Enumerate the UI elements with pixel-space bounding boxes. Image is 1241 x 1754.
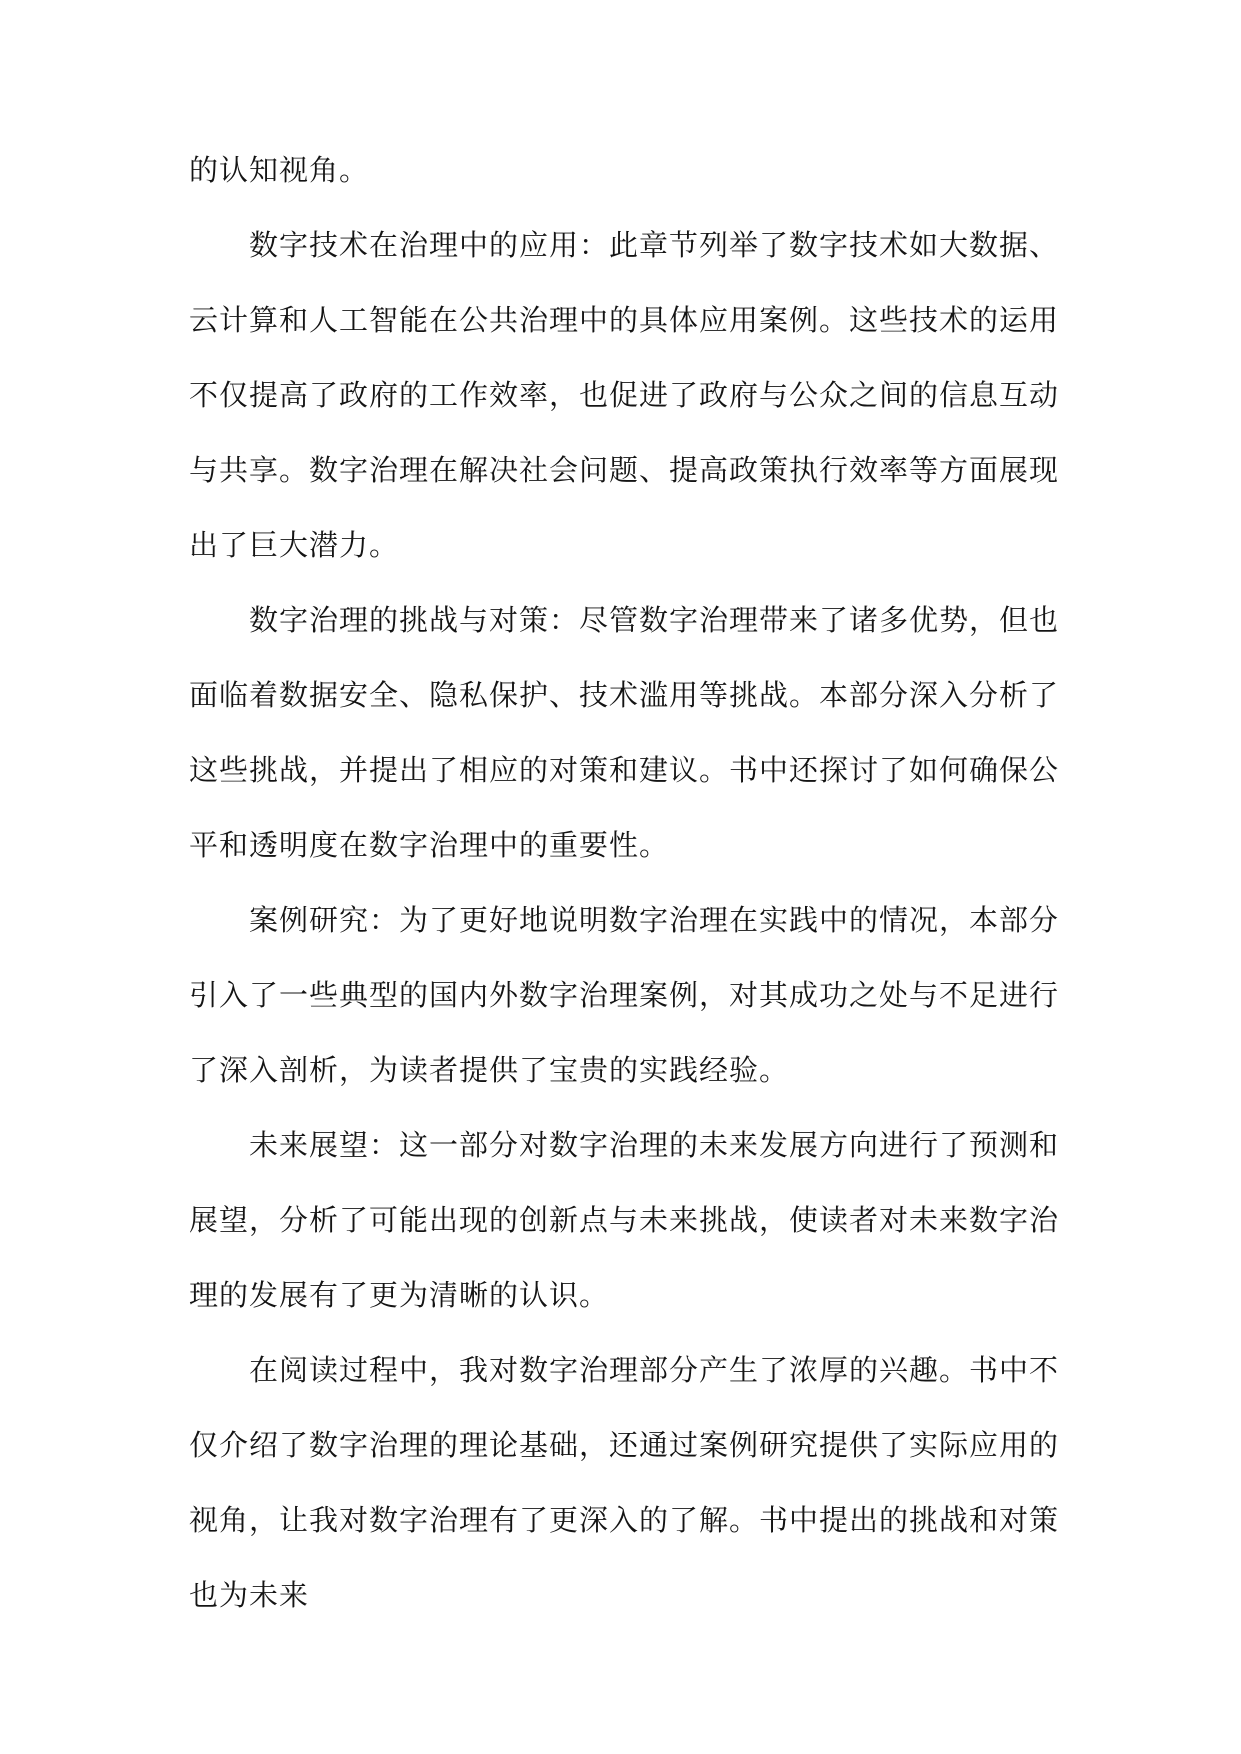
paragraph-reading-reflection: 在阅读过程中，我对数字治理部分产生了浓厚的兴趣。书中不仅介绍了数字治理的理论基础，还通过案例研究提供了实际应用的视角，让我对数字治理有了更深入的了解。书中提出的挑战和对策也为未来 — [189, 1353, 1060, 1612]
paragraph-continuation: 的认知视角。 — [189, 153, 370, 187]
paragraph-case-studies: 案例研究：为了更好地说明数字治理在实践中的情况，本部分引入了一些典型的国内外数字治理案例，对其成功之处与不足进行了深入剖析，为读者提供了宝贵的实践经验。 — [189, 903, 1060, 1087]
paragraph-challenges-countermeasures: 数字治理的挑战与对策：尽管数字治理带来了诸多优势，但也面临着数据安全、隐私保护、技术滥用等挑战。本部分深入分析了这些挑战，并提出了相应的对策和建议。书中还探讨了如何确保公平和透明度在数字治理中的重要性。 — [189, 603, 1060, 862]
body-text — [189, 133, 1059, 1633]
paragraph-future-outlook: 未来展望：这一部分对数字治理的未来发展方向进行了预测和展望，分析了可能出现的创新点与未来挑战，使读者对未来数字治理的发展有了更为清晰的认识。 — [189, 1128, 1060, 1312]
paragraph-digital-tech-application: 数字技术在治理中的应用：此章节列举了数字技术如大数据、云计算和人工智能在公共治理中的具体应用案例。这些技术的运用不仅提高了政府的工作效率，也促进了政府与公众之间的信息互动与共享。数字治理在解决社会问题、提高政策执行效率等方面展现出了巨大潜力。 — [189, 228, 1060, 562]
